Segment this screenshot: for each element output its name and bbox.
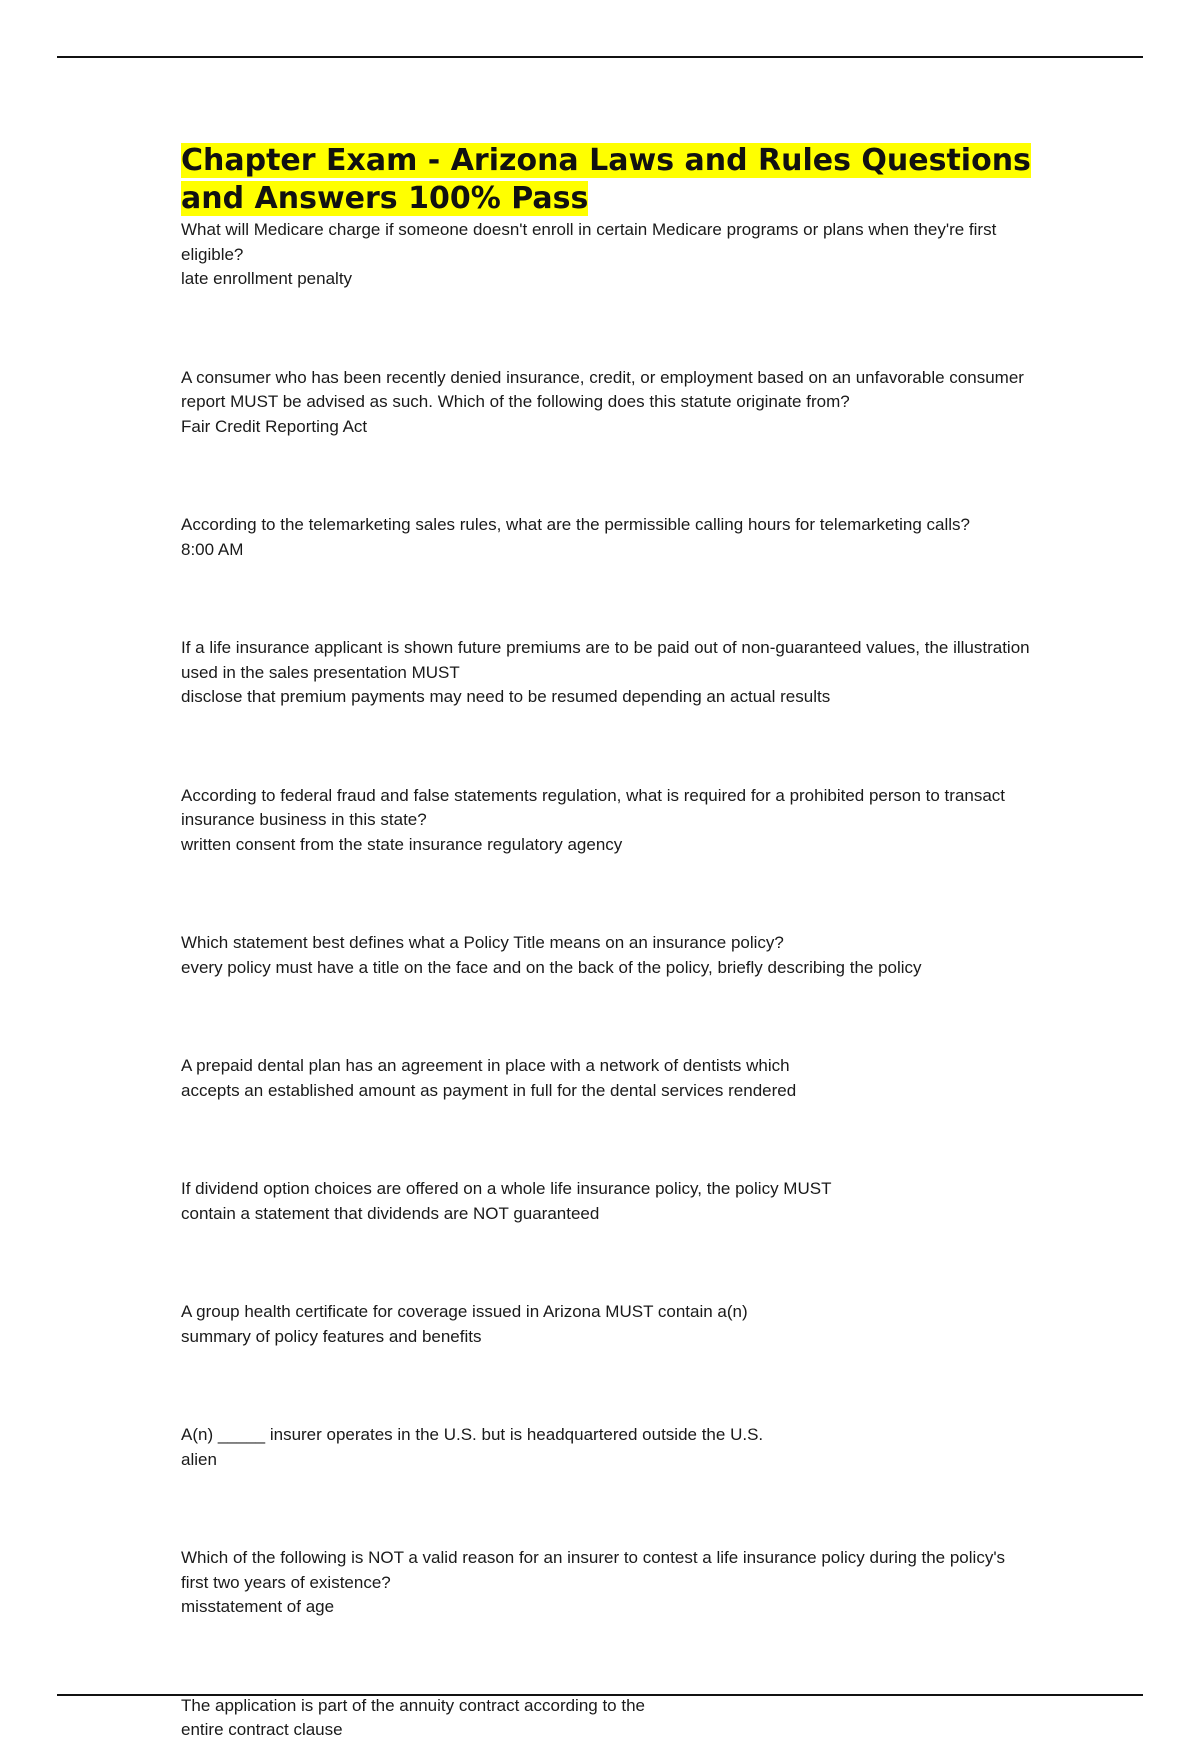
- qa-item: [181, 1177, 1031, 1226]
- spacer: [181, 1226, 1031, 1300]
- question-text: A prepaid dental plan has an agreement in place with a network of dentists which: [181, 1056, 790, 1075]
- question-text: If dividend option choices are offered on a whole life insurance policy, the policy MUST: [181, 1179, 832, 1198]
- qa-item: [181, 931, 1031, 980]
- question-text: According to federal fraud and false statements regulation, what is required for a prohibited person to transact insurance business in this state?: [181, 785, 1006, 829]
- question-text: A(n) _____ insurer operates in the U.S. but is headquartered outside the U.S.: [181, 1425, 764, 1444]
- spacer: [181, 1472, 1031, 1546]
- answer-text: 8:00 AM: [181, 539, 244, 559]
- qa-item: [181, 1054, 1031, 1103]
- qa-item: [181, 366, 1031, 440]
- document-body: [181, 142, 1031, 1743]
- answer-text: written consent from the state insurance regulatory agency: [181, 834, 623, 854]
- answer-text: misstatement of age: [181, 1597, 335, 1616]
- qa-item: [181, 1546, 1031, 1620]
- answer-text: contain a statement that dividends are NOT guaranteed: [181, 1203, 600, 1223]
- top-rule: [57, 56, 1143, 58]
- qa-list: [181, 218, 1031, 1743]
- qa-item: [181, 1694, 1031, 1743]
- qa-item: [181, 1300, 1031, 1349]
- answer-text: entire contract clause: [181, 1720, 343, 1739]
- qa-item: [181, 784, 1031, 858]
- question-text: Which statement best defines what a Policy Title means on an insurance policy?: [181, 933, 784, 952]
- spacer: [181, 1620, 1031, 1694]
- answer-text: Fair Credit Reporting Act: [181, 416, 368, 436]
- answer-text: every policy must have a title on the face and on the back of the policy, briefly describing the policy: [181, 957, 922, 977]
- spacer: [181, 980, 1031, 1054]
- qa-item: [181, 636, 1031, 710]
- spacer: [181, 439, 1031, 513]
- question-text: What will Medicare charge if someone doesn't enroll in certain Medicare programs or plans when they're first eligible?: [181, 220, 997, 264]
- question-text: A group health certificate for coverage issued in Arizona MUST contain a(n): [181, 1302, 748, 1321]
- spacer: [181, 1349, 1031, 1423]
- question-text: A consumer who has been recently denied insurance, credit, or employment based on an unfavorable consumer report MUST be advised as such. Which of the following does this statute originate from?: [181, 367, 1024, 411]
- document-title: [181, 142, 1031, 218]
- spacer: [181, 292, 1031, 366]
- question-text: The application is part of the annuity contract according to the: [181, 1695, 645, 1715]
- question-text: If a life insurance applicant is shown future premiums are to be paid out of non-guaranteed values, the illustration used in the sales presentation MUST: [181, 638, 1030, 682]
- spacer: [181, 562, 1031, 636]
- title-highlight: Chapter Exam - Arizona Laws and Rules Questions and Answers 100% Pass: [181, 143, 1031, 216]
- question-text: According to the telemarketing sales rules, what are the permissible calling hours for telemarketing calls?: [181, 515, 970, 534]
- qa-item: [181, 218, 1031, 292]
- answer-text: disclose that premium payments may need to be resumed depending an actual results: [181, 687, 831, 706]
- answer-text: late enrollment penalty: [181, 269, 353, 288]
- spacer: [181, 710, 1031, 784]
- qa-item: [181, 1423, 1031, 1472]
- spacer: [181, 1103, 1031, 1177]
- question-text: Which of the following is NOT a valid reason for an insurer to contest a life insurance policy during the policy's first two years of existence?: [181, 1548, 1006, 1592]
- qa-item: [181, 513, 1031, 562]
- answer-text: summary of policy features and benefits: [181, 1326, 482, 1346]
- answer-text: accepts an established amount as payment in full for the dental services rendered: [181, 1080, 797, 1100]
- answer-text: alien: [181, 1449, 217, 1469]
- spacer: [181, 857, 1031, 931]
- bottom-rule: [57, 1694, 1143, 1696]
